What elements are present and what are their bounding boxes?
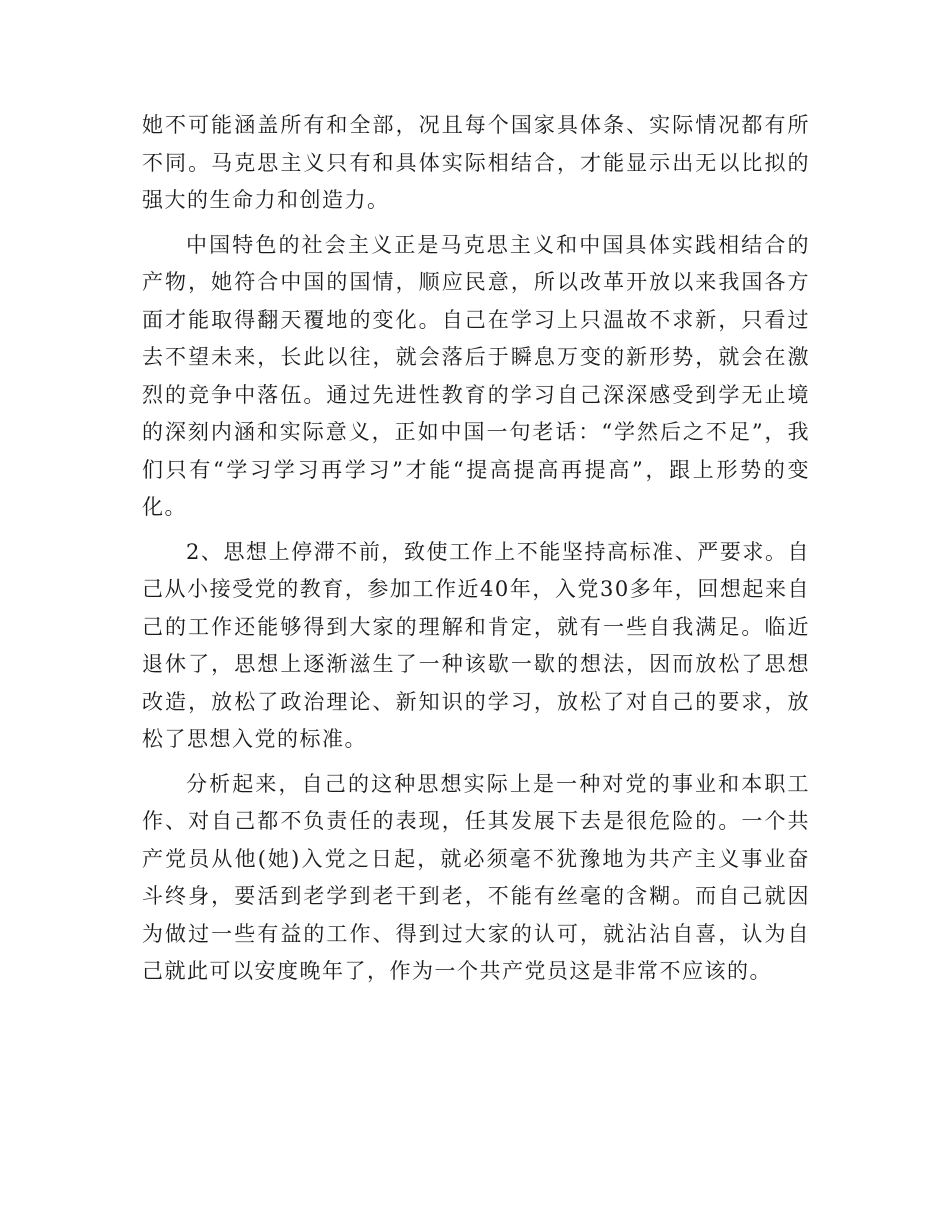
- document-body: [142, 107, 810, 998]
- paragraph-point-2: 2、思想上停滞不前，致使工作上不能坚持高标准、严要求。自己从小接受党的教育，参加工作近40年，入党30多年，回想起来自己的工作还能够得到大家的理解和肯定，就有一些自我满足。临近退休了，思想上逐渐滋生了一种该歇一歇的想法，因而放松了思想改造，放松了政治理论、新知识的学习，放松了对自己的要求，放松了思想入党的标准。: [142, 539, 810, 751]
- paragraph-socialism: 中国特色的社会主义正是马克思主义和中国具体实践相结合的产物，她符合中国的国情，顺应民意，所以改革开放以来我国各方面才能取得翻天覆地的变化。自己在学习上只温故不求新，只看过去不望未来，长此以往，就会落后于瞬息万变的新形势，就会在激烈的竞争中落伍。通过先进性教育的学习自己深深感受到学无止境的深刻内涵和实际意义，正如中国一句老话：“学然后之不足”，我们只有“学习学习再学习”才能“提高提高再提高”，跟上形势的变化。: [142, 232, 810, 519]
- paragraph-continuation: 她不可能涵盖所有和全部，况且每个国家具体条、实际情况都有所不同。马克思主义只有和具体实际相结合，才能显示出无以比拟的强大的生命力和创造力。: [142, 113, 810, 212]
- paragraph-analysis: 分析起来，自己的这种思想实际上是一种对党的事业和本职工作、对自己都不负责任的表现，任其发展下去是很危险的。一个共产党员从他(她)入党之日起，就必须毫不犹豫地为共产主义事业奋斗终身，要活到老学到老干到老，不能有丝毫的含糊。而自己就因为做过一些有益的工作、得到过大家的认可，就沾沾自喜，认为自己就此可以安度晚年了，作为一个共产党员这是非常不应该的。: [142, 771, 810, 983]
